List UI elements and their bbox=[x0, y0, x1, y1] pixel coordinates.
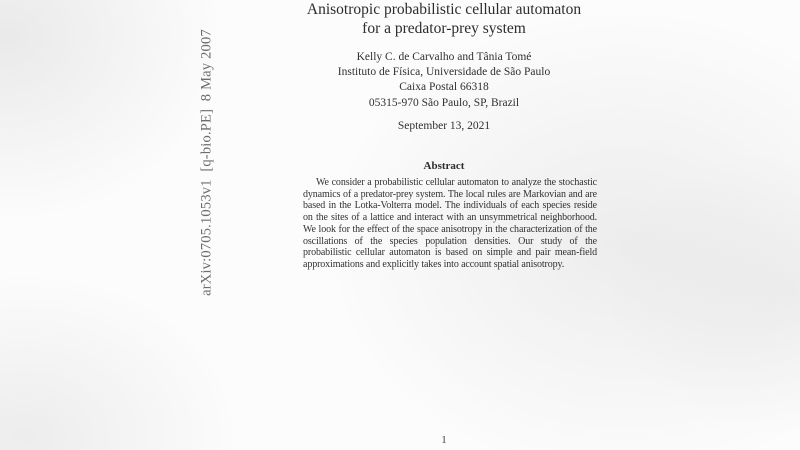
author-block bbox=[244, 50, 644, 111]
author-address-line2: 05315-970 São Paulo, SP, Brazil bbox=[368, 96, 520, 109]
abstract-heading: Abstract bbox=[423, 160, 465, 172]
abstract-body: We consider a probabilistic cellular automaton to analyze the stochastic dynamics of a predator-prey system. The local rules are Markovian and are based in the Lotka-Volterra model. The individuals of each species reside on the sites of a lattice and interact with an unsymmetrical neighborhood. We look for the effect of the space anisotropy in the characterization of the oscillations of the species population densities. Our study of the probabilistic cellular automaton is based on simple and pair mean-field approximations and explicitly takes into account spatial anisotropy. bbox=[303, 177, 597, 270]
author-affiliation: Instituto de Física, Universidade de São Paulo bbox=[337, 66, 551, 79]
arxiv-stamp: arXiv:0705.1053v1 [q-bio.PE] 8 May 2007 bbox=[198, 29, 215, 296]
paper-title-line1: Anisotropic probabilistic cellular automaton bbox=[306, 1, 582, 18]
paper-date: September 13, 2021 bbox=[397, 120, 491, 132]
paper-title bbox=[244, 1, 644, 38]
paper-title-line2: for a predator-prey system bbox=[362, 19, 526, 37]
page-number: 1 bbox=[441, 435, 447, 446]
author-names: Kelly C. de Carvalho and Tânia Tomé bbox=[356, 51, 532, 63]
author-address-line1: Caixa Postal 66318 bbox=[399, 81, 489, 94]
